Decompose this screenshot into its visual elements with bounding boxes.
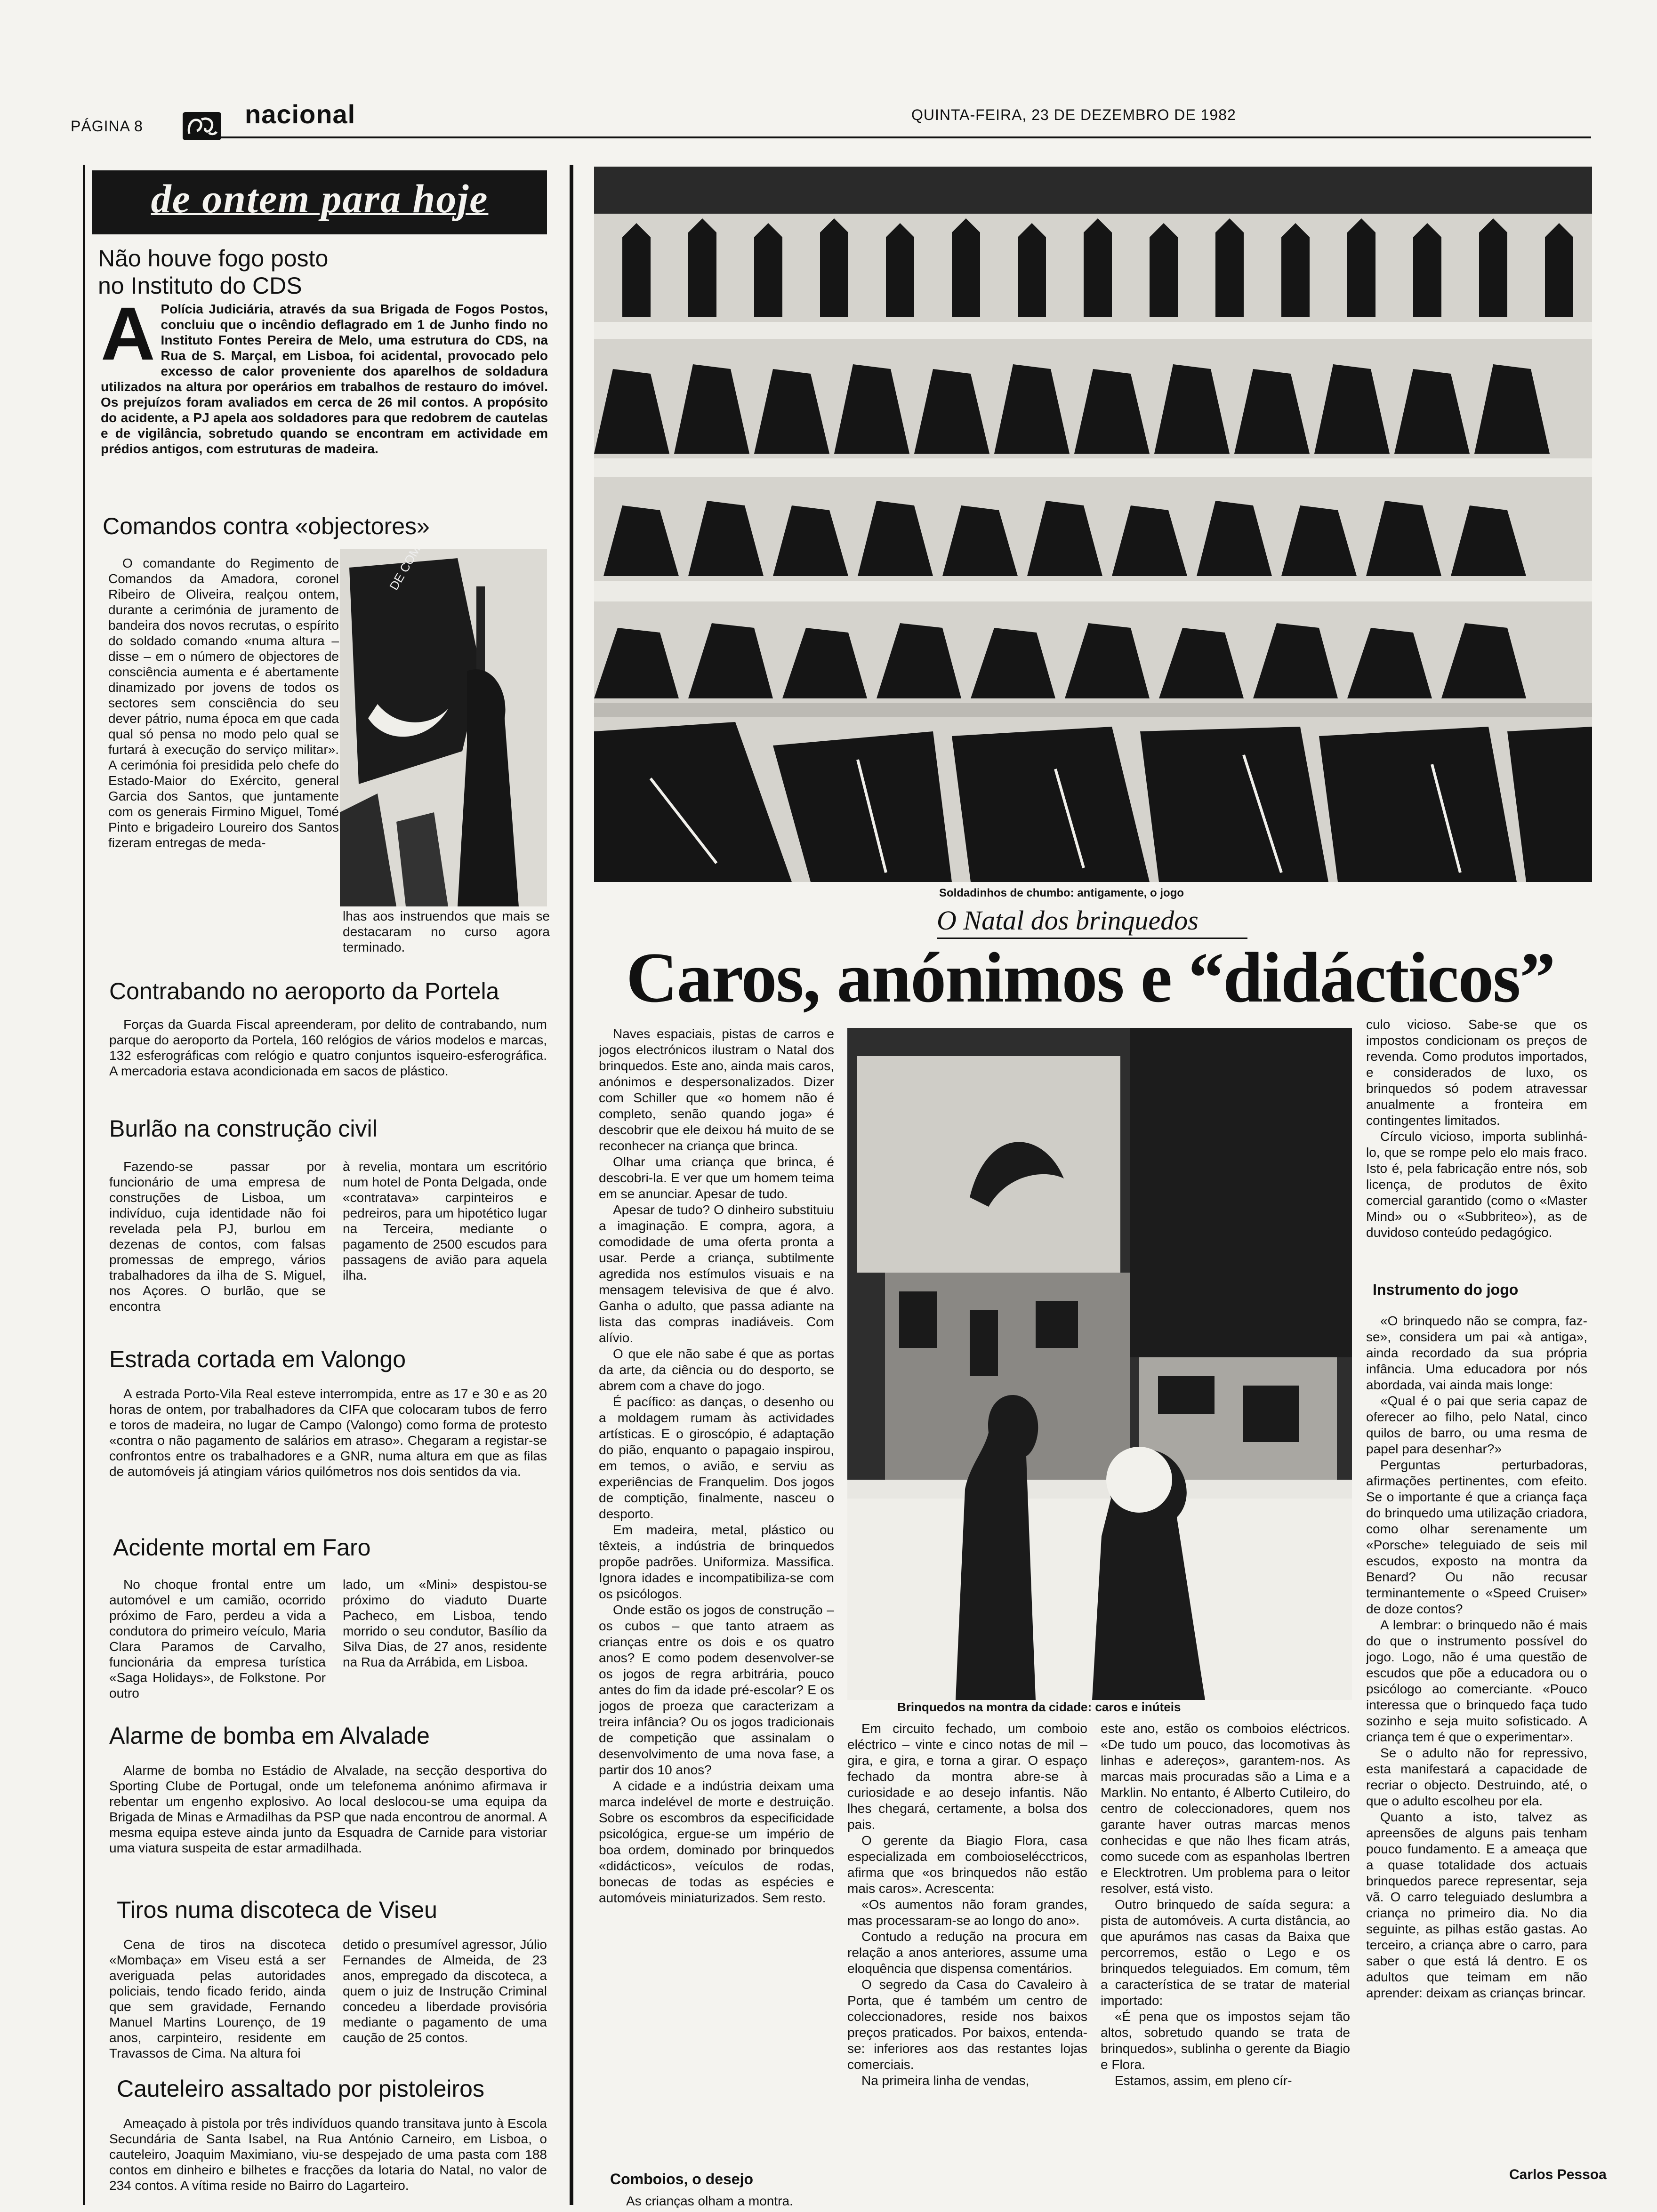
article-paragraph: O gerente da Biagio Flora, casa especializada em comboioselécctricos, afirma que «os brinquedos não estão mais caros». Acrescenta: <box>847 1833 1087 1896</box>
article-paragraph: «Qual é o pai que seria capaz de oferecer ao filho, pelo Natal, cinco quilos de barro, ou uma resma de papel para desenhar?» <box>1366 1394 1587 1456</box>
toy-window-photo <box>847 1028 1352 1700</box>
article-paragraph: A cidade e a indústria deixam uma marca indelével de morte e destruição. Sobre os escombros da especificidade psicológica, ergue-se um império de boa ordem, dominado por brinquedos «didácticos», veículos de rodas, bonecas de todas as espécies e automóveis miniaturizados. Sem resto. <box>599 1779 834 1905</box>
dropcap: A <box>101 301 155 376</box>
article-text <box>1366 1313 1587 2001</box>
brief-body-continued: lado, um «Mini» despistou-se próximo do viaduto Duarte Pacheco, em Lisboa, tendo morrido o seu condutor, Basílio da Silva Dias, de 27 anos, residente na Rua da Arrábida, em Lisboa. <box>343 1577 547 1669</box>
photo-caption: Brinquedos na montra da cidade: caros e inúteis <box>897 1700 1181 1714</box>
article-paragraph: É pacífico: as danças, o desenho ou a moldagem rumam às actividades artísticas. E o giroscópio, é adaptação do pião, enquanto o papagaio inspirou, em temos, o avião, e serviu as experiências de Franquelim. Dos jogos de comptição, finalmente, nasceu o desporto. <box>599 1395 834 1521</box>
article-paragraph: As crianças olham a montra. <box>626 2194 793 2208</box>
brief-body-continued: lhas aos instruendos que mais se destacaram no curso agora terminado. <box>343 909 550 954</box>
article-paragraph: O segredo da Casa do Cavaleiro à Porta, que é também um centro de coleccionadores, reside nos baixos preços praticados. Por baixos, entenda-se: inferiores aos das restantes lojas comerciais. <box>847 1977 1087 2072</box>
brief-body: A estrada Porto-Vila Real esteve interrompida, entre as 17 e 30 e as 20 horas de ontem, por trabalhadores da CIFA que colocaram tubos de ferro e toros de madeira, no lugar de Campo (Valongo) como forma de protesto «contra o não pagamento de salários em atraso». Chegaram a registar-se confrontos entre os trabalhadores e a GNR, numa altura em que as filas de automóveis já atingiam vários quilómetros nos dois sentidos da via. <box>109 1387 547 1479</box>
issue-date: QUINTA-FEIRA, 23 DE DEZEMBRO DE 1982 <box>911 106 1236 123</box>
article-paragraph: Olhar uma criança que brinca, é descobri-la. E ver que um homem teima em se anunciar. Apesar de tudo. <box>599 1154 834 1201</box>
article-subhead: Instrumento do jogo <box>1373 1281 1519 1298</box>
header-rule <box>221 136 1591 138</box>
photo-caption: Soldadinhos de chumbo: antigamente, o jogo <box>939 887 1184 899</box>
brief-title: Contrabando no aeroporto da Portela <box>109 978 499 1004</box>
article-paragraph: «Os aumentos não foram grandes, mas processaram-se ao longo do ano». <box>847 1897 1087 1928</box>
article-column-3 <box>1101 1721 1350 2205</box>
brief-body: O comandante do Regimento de Comandos da Amadora, coronel Ribeiro de Oliveira, realçou ontem, durante a cerimónia de juramento de bandeira dos novos recrutas, o espírito do soldado comando «numa altura – disse – em o número de objectores de consciência aumenta e é abertamente dinamizado por jovens de todos os sectores sem consciência do seu dever pátrio, numa época em que cada qual só pensa no modo pelo qual se furtará à execução do serviço militar». A cerimónia foi presidida pelo chefe do Estado-Maior do Exército, general Garcia dos Santos, que juntamente com os generais Firmino Miguel, Tomé Pinto e brigadeiro Loureiro dos Santos fizeram entregas de meda- <box>108 556 339 850</box>
toy-soldiers-photo <box>594 167 1592 882</box>
masthead-logo-icon <box>183 112 221 140</box>
article-paragraph: «O brinquedo não se compra, faz-se», considera um pai «à antiga», ainda recordado da sua própria infância. Uma educadora por nós abordada, vai ainda mais longe: <box>1366 1314 1587 1392</box>
article-paragraph: Outro brinquedo de saída segura: a pista de automóveis. A curta distância, ao que apurámos nas casas da Baixa que percorremos, estão o Lego e os brinquedos teleguiados. Em comum, têm a característica de se tratar de material importado: <box>1101 1897 1350 2008</box>
brief-body: Fazendo-se passar por funcionário de uma empresa de construções de Lisboa, um indivíduo, cuja identidade não foi revelada pela PJ, burlou em dezenas de contos, com falsas promessas de emprego, vários trabalhadores da ilha de S. Miguel, nos Açores. O burlão, que se encontra <box>109 1159 326 1314</box>
brief-body-continued: à revelia, montara um escritório num hotel de Ponta Delgada, onde «contratava» carpinteiros e pedreiros, para um hipotético lugar na Terceira, mediante o pagamento de 2500 escudos para passagens de avião para aquela ilha. <box>343 1159 547 1282</box>
sidebar-frame-left <box>83 165 85 2205</box>
brief-title: Burlão na construção civil <box>109 1115 378 1142</box>
article-column-4 <box>1366 1017 1587 1280</box>
brief-body: Cena de tiros na discoteca «Mombaça» em Viseu está a ser averiguada pelas autoridades policiais, tendo ficado ferido, ainda que sem gravidade, Fernando Manuel Martins Lourenço, de 19 anos, carpinteiro, residente em Travassos de Cima. Na altura foi <box>109 1937 326 2060</box>
page-number: PÁGINA 8 <box>71 118 143 135</box>
article-column-4-cont <box>1366 1313 1587 2160</box>
article-paragraph: Quanto a isto, talvez as apreensões de alguns pais tenham pouco fundamento. E a ameaça que a quase totalidade dos actuais brinquedos parece representar, seja vã. O carro teleguiado deslumbra a criança no primeiro dia. No dia seguinte, as pilhas estão gastas. Ao terceiro, a criança abre o carro, para saber o que está lá dentro. E os adultos que teimam em não aprender: deixam as crianças brincar. <box>1366 1810 1587 2000</box>
article-paragraph: Apesar de tudo? O dinheiro substituiu a imaginação. E compra, agora, a comodidade de uma oferta pronta a usar. Perde a criança, subtilmente agredida nos estímulos visuais e na mensagem televisiva de que é alvo. Ganha o adulto, que passa adiante na lista das compras inadiáveis. Com alívio. <box>599 1202 834 1345</box>
article-column-2 <box>847 1721 1087 2205</box>
headline: Caros, anónimos e “didácticos” <box>626 938 1555 1017</box>
column-divider <box>570 165 573 2205</box>
brief-title: Estrada cortada em Valongo <box>109 1346 406 1372</box>
sidebar-banner-title: de ontem para hoje <box>151 176 489 221</box>
article-paragraph: Círculo vicioso, importa sublinhá-lo, que se rompe pelo elo mais fraco. Isto é, pela fabricação entre nós, sob licença, de produtos de êxito comercial garantido (como o «Master Mind» ou o «Subbriteo»), as de duvidoso conteúdo pedagógico. <box>1366 1129 1587 1240</box>
article-text <box>847 1721 1087 2089</box>
brief-title: Não houve fogo posto no Instituto do CDS <box>98 245 329 299</box>
article-paragraph: Se o adulto não for repressivo, esta manifestará a capacidade de recriar o objecto. Destruindo, até, o que o adulto escolheu por ela. <box>1366 1746 1587 1808</box>
brief-title: Comandos contra «objectores» <box>103 513 430 539</box>
article-text <box>599 1026 834 1906</box>
article-paragraph: «É pena que os impostos sejam tão altos, sobretudo quando se trata de brinquedos», sublinha o gerente da Biagio e Flora. <box>1101 2009 1350 2072</box>
article-paragraph: Contudo a redução na procura em relação a anos anteriores, assume uma eloquência que dispensa comentários. <box>847 1929 1087 1976</box>
flag-ceremony-photo <box>340 549 547 906</box>
brief-body: Forças da Guarda Fiscal apreenderam, por delito de contrabando, num parque do aeroporto da Portela, 160 relógios de vários modelos e marcas, 132 esferográficas com relógio e quatro conjuntos isqueiro-esferográfica. A mercadoria estava acondicionada em sacos de plástico. <box>109 1017 547 1078</box>
brief-title: Tiros numa discoteca de Viseu <box>117 1897 437 1923</box>
article-text <box>1366 1017 1587 1241</box>
article-paragraph: Onde estão os jogos de construção – os cubos – que tanto atraem as crianças entre os dois e os quatro anos? E como podem desenvolver-se os jogos de regra arbitrária, pouco antes do fim da idade pré-escolar? E os jogos de proeza que caracterizam a treira infância? Ou os jogos tradicionais de competição que assinalam o desenvolvimento de uma nova fase, a partir dos 10 anos? <box>599 1603 834 1777</box>
article-paragraph: Em madeira, metal, plástico ou têxteis, a indústria de brinquedos propõe padrões. Uniformiza. Massifica. Ignora idades e incompatibiliza-se com os psicólogos. <box>599 1523 834 1601</box>
kicker: O Natal dos brinquedos <box>937 905 1199 936</box>
article-text <box>1101 1721 1350 2089</box>
byline: Carlos Pessoa <box>1509 2167 1607 2182</box>
article-paragraph: Naves espaciais, pistas de carros e jogos electrónicos ilustram o Natal dos brinquedos. Este ano, ainda mais caros, anónimos e despersonalizados. Dizer com Schiller que «o homem não é completo, senão quando joga» é descobrir que ele deixou há muito de se reconhecer na criança que brinca. <box>599 1026 834 1153</box>
sidebar-banner <box>92 170 547 234</box>
brief-title: Alarme de bomba em Alvalade <box>109 1723 430 1749</box>
brief-body: Alarme de bomba no Estádio de Alvalade, na secção desportiva do Sporting Clube de Portugal, onde um telefonema anónimo afirmava ir rebentar um engenho explosivo. Ao local deslocou-se uma equipa da Brigada de Minas e Armadilhas da PSP que nada encontrou de anormal. A mesma equipa esteve ainda junto da Esquadra de Carnide para vistoriar uma viatura suspeita de estar armadilhada. <box>109 1763 547 1855</box>
article-paragraph: A lembrar: o brinquedo não é mais do que o instrumento possível do jogo. Logo, não é uma questão de escudos que põe a educadora ou o psicólogo ao comerciante. «Pouco interessa que o brinquedo faça tudo sozinho e seja muito sofisticado. A criança tem é que o experimentar». <box>1366 1618 1587 1744</box>
article-column-1-tail <box>626 2193 843 2210</box>
brief-body: Ameaçado à pistola por três indivíduos quando transitava junto à Escola Secundária de Santa Isabel, na Rua António Carneiro, em Lisboa, o cauteleiro, Joaquim Maximiano, viu-se despejado de uma pasta com 188 contos em dinheiro e bilhetes e fracções da lotaria do Natal, no valor de 234 contos. A vítima reside no Bairro do Lagarteiro. <box>109 2116 547 2193</box>
brief-title: Cauteleiro assaltado por pistoleiros <box>117 2076 484 2102</box>
article-paragraph: culo vicioso. Sabe-se que os impostos condicionam os preços de revenda. Como produtos importados, e considerados de luxo, os brinquedos só podem atravessar anualmente a fronteira em contingentes limitados. <box>1366 1017 1587 1128</box>
article-column-1 <box>599 1026 834 2174</box>
brief-title: Acidente mortal em Faro <box>113 1534 371 1561</box>
brief-body: No choque frontal entre um automóvel e um camião, ocorrido próximo de Faro, perdeu a vida a condutora do primeiro veículo, Maria Clara Paramos de Carvalho, funcionária da empresa turística «Saga Holidays», de Folkstone. Por outro <box>109 1577 326 1700</box>
article-paragraph: Perguntas perturbadoras, afirmações pertinentes, com efeito. Se o importante é que a criança faça do brinquedo uma utilização criadora, como olhar serenamente um «Porsche» teleguiado de seis mil escudos, exposto na montra da Benard? Ou não recusar terminantemente o «Speed Cruiser» de doze contos? <box>1366 1458 1587 1616</box>
article-paragraph: este ano, estão os comboios eléctricos. «De tudo um pouco, das locomotivas às linhas e adereços», garantem-nos. As marcas mais procuradas são a Lima e a Marklin. No entanto, é Alberto Cutileiro, do centro de coleccionadores, quem nos garante haver outras marcas menos conhecidas e que não lhes ficam atrás, como sucede com as espanholas Ibertren e Elecktrotren. Um problema para o leitor resolver, está visto. <box>1101 1721 1350 1896</box>
article-paragraph: Na primeira linha de vendas, <box>861 2073 1030 2088</box>
article-paragraph: Em circuito fechado, um comboio eléctrico – vinte e cinco notas de mil – gira, e gira, e torna a girar. O espaço fechado da montra abre-se à curiosidade e ao desejo infantis. Não lhes chegará, certamente, a bolsa dos pais. <box>847 1721 1087 1832</box>
brief-body-continued: detido o presumível agressor, Júlio Fernandes de Almeida, de 23 anos, empregado da discoteca, a quem o juiz de Instrução Criminal concedeu a liberdade provisória mediante o pagamento de uma caução de 25 contos. <box>343 1937 547 2045</box>
article-subhead: Comboios, o desejo <box>610 2171 754 2188</box>
article-paragraph: O que ele não sabe é que as portas da arte, da ciência ou do desporto, se abrem com a chave do jogo. <box>599 1346 834 1393</box>
section-name: nacional <box>245 99 356 129</box>
brief-body: A Polícia Judiciária, através da sua Brigada de Fogos Postos, concluiu que o incêndio deflagrado em 1 de Junho findo no Instituto Fontes Pereira de Melo, uma estrutura do CDS, na Rua de S. Marçal, em Lisboa, foi acidental, provocado pelo excesso de calor proveniente dos aparelhos de soldadura utilizados na altura por operários em trabalhos de restauro do imóvel. Os prejuízos foram avaliados em cerca de 26 mil contos. A propósito do acidente, a PJ apela aos soldadores para que redobrem de cautelas e de vigilância, sobretudo quando se encontram em actividade em prédios antigos, com estruturas de madeira. <box>101 301 548 456</box>
article-paragraph: Estamos, assim, em pleno cír- <box>1115 2073 1292 2088</box>
